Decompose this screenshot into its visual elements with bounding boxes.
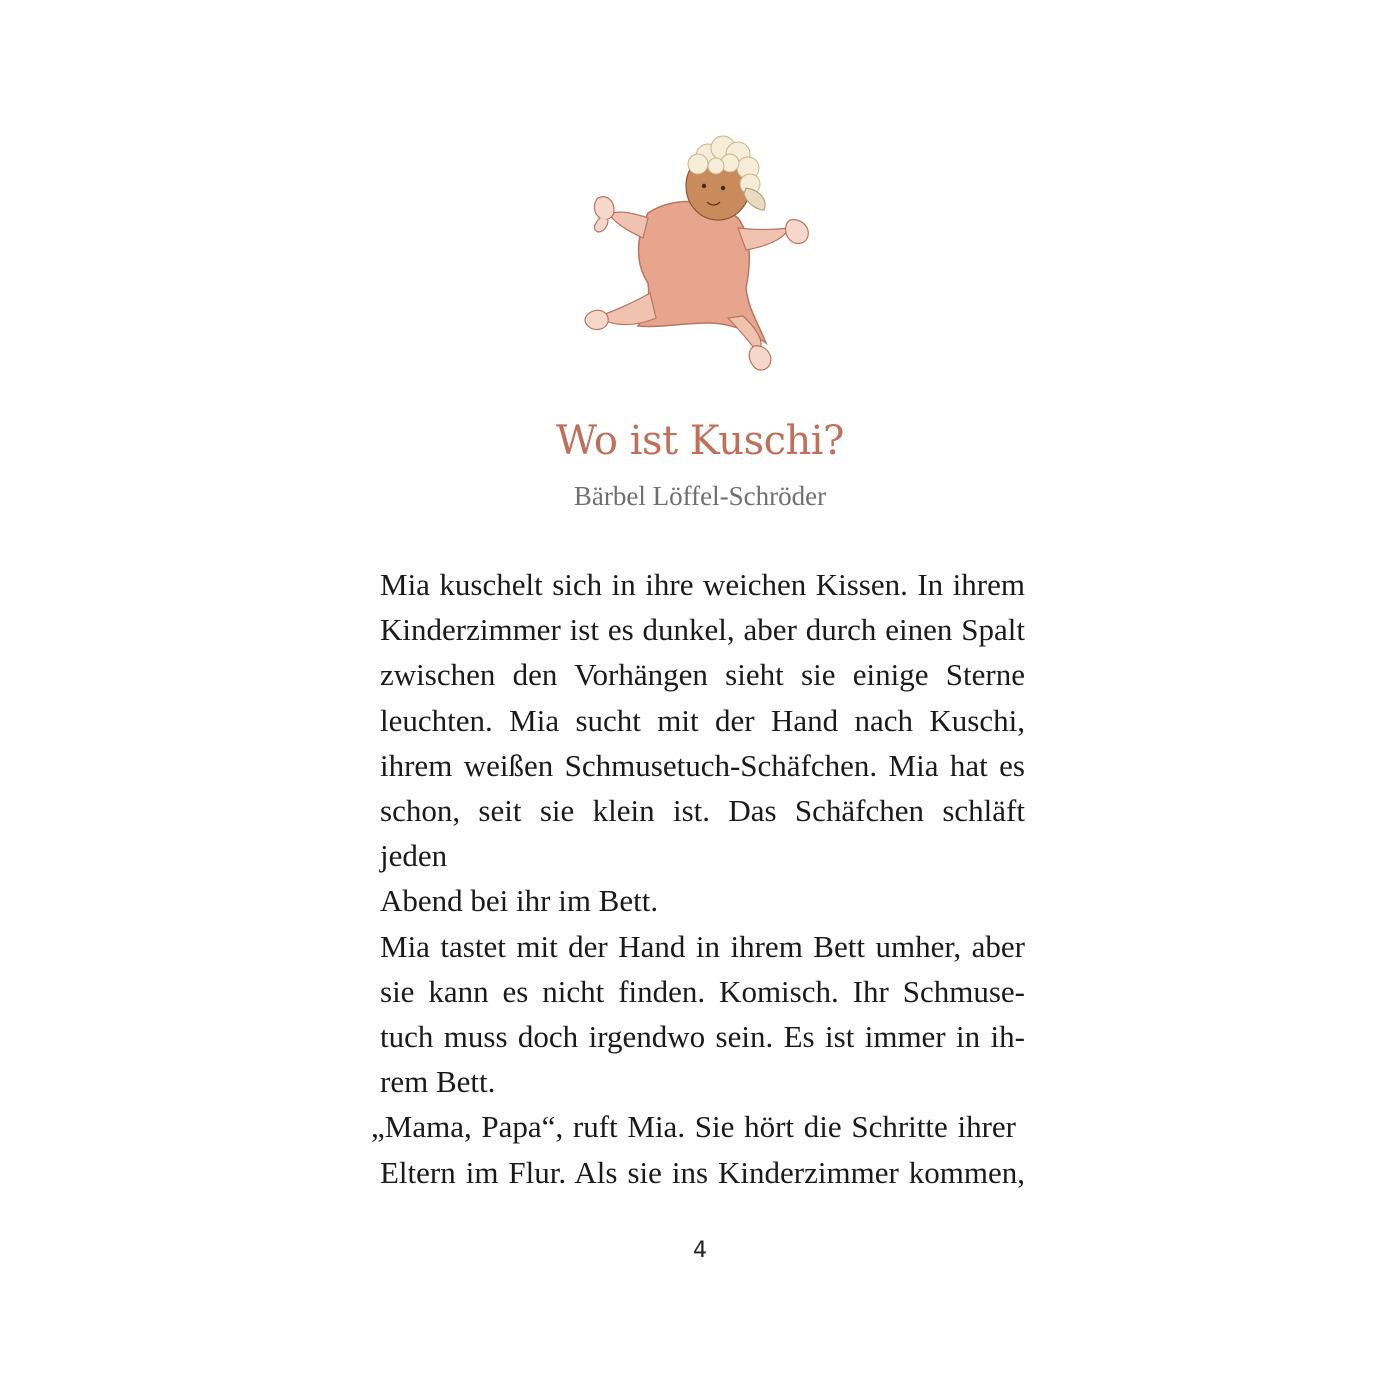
text-line: Mia tastet mit der Hand in ihrem Bett umher, aber — [380, 928, 1025, 964]
text-line: tuch muss doch irgendwo sein. Es ist immer in ih- — [380, 1019, 1025, 1055]
story-body — [371, 562, 1040, 1195]
text-line: Abend bei ihr im Bett. — [380, 883, 659, 919]
story-author: Bärbel Löffel-Schröder — [573, 481, 827, 511]
text-line: ihrem weißen Schmusetuch-Schäfchen. Mia hat es — [380, 747, 1025, 783]
page-number: 4 — [693, 1238, 707, 1263]
story-title: Wo ist Kuschi? — [556, 418, 844, 464]
text-line: „Mama, Papa“, ruft Mia. Sie hört die Schritte ihrer — [371, 1109, 1016, 1145]
text-line: leuchten. Mia sucht mit der Hand nach Kuschi, — [380, 702, 1025, 738]
text-line: sie kann es nicht finden. Komisch. Ihr Schmuse- — [380, 973, 1025, 1009]
text-line: Kinderzimmer ist es dunkel, aber durch einen Spalt — [380, 612, 1025, 648]
sheep-cuddle-cloth-illustration — [578, 118, 828, 378]
text-line: Eltern im Flur. Als sie ins Kinderzimmer kommen, — [380, 1154, 1025, 1190]
text-line: zwischen den Vorhängen sieht sie einige Sterne — [380, 657, 1025, 693]
text-line: schon, seit sie klein ist. Das Schäfchen schläft jeden — [380, 793, 1025, 874]
text-line: Mia kuschelt sich in ihre weichen Kissen. In ihrem — [380, 567, 1025, 602]
text-line: rem Bett. — [380, 1064, 496, 1100]
